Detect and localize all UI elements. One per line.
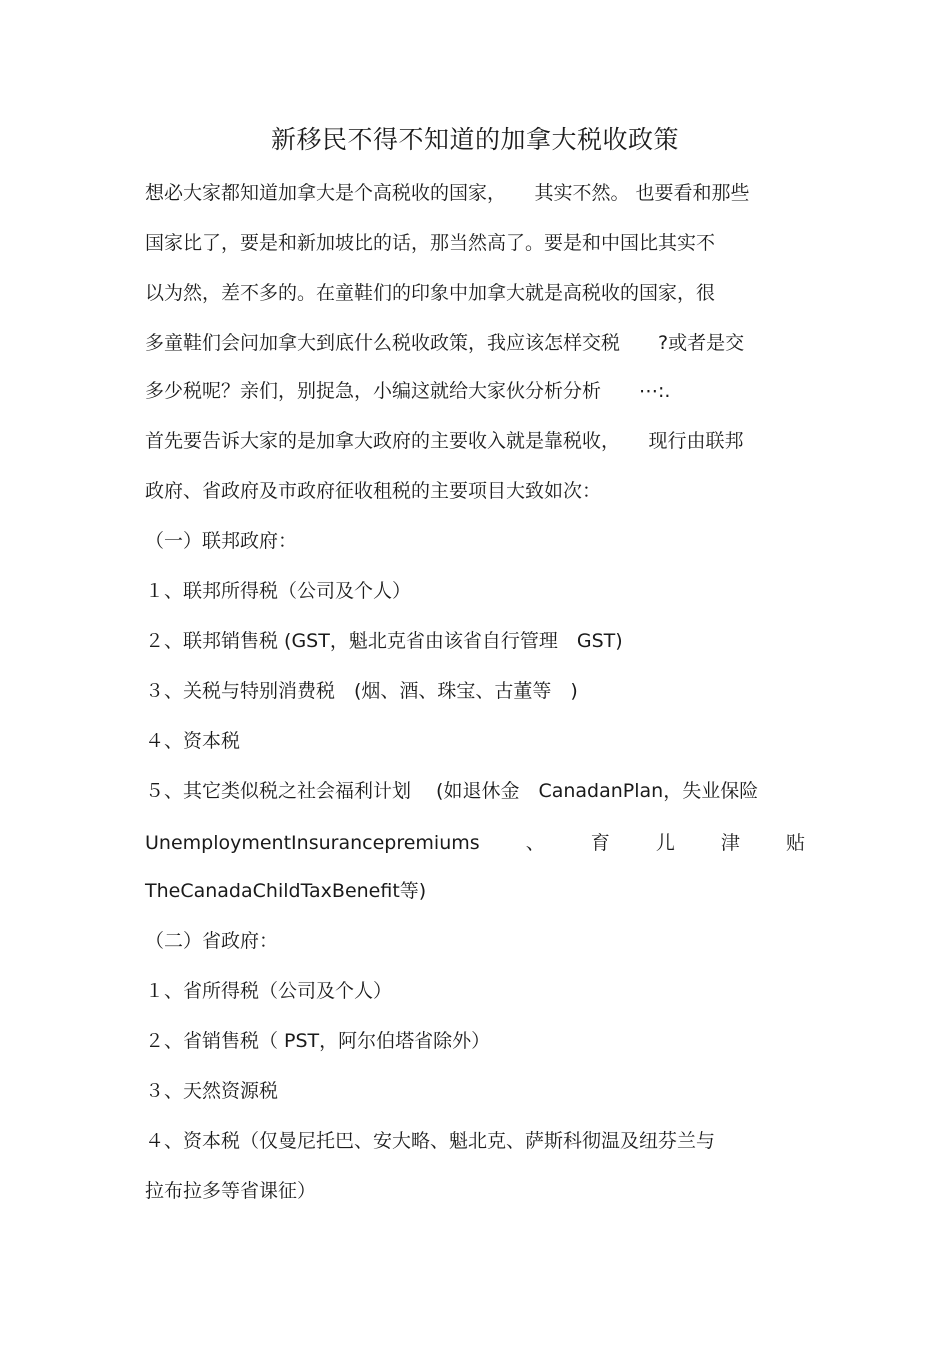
list-item: ２、联邦销售税 (GST，魁北克省由该省自行管理 GST) bbox=[145, 630, 623, 652]
paragraph-line: 政府、省政府及市政府征收租税的主要项目大致如次： bbox=[145, 480, 602, 502]
list-item: ３、关税与特别消费税 (烟、酒、珠宝、古董等 ) bbox=[145, 680, 578, 702]
paragraph-line: TheCanadaChildTaxBenefit等) bbox=[145, 880, 427, 902]
list-item: ４、资本税（仅曼尼托巴、安大略、魁北克、萨斯科彻温及纽芬兰与 bbox=[145, 1130, 716, 1152]
section-heading: （二）省政府： bbox=[145, 930, 279, 952]
list-item: １、联邦所得税（公司及个人） bbox=[145, 580, 412, 602]
paragraph-line: 首先要告诉大家的是加拿大政府的主要收入就是靠税收， 现行由联邦 bbox=[145, 430, 744, 452]
list-item: ５、其它类似税之社会福利计划 (如退休金 CanadanPlan，失业保险 bbox=[145, 780, 759, 802]
line-segment: 、 bbox=[525, 832, 545, 854]
paragraph-line: 想必大家都知道加拿大是个高税收的国家， 其实不然。 也要看和那些 bbox=[145, 182, 750, 204]
line-segment: 津 bbox=[720, 832, 740, 854]
line-segment: 贴 bbox=[785, 832, 805, 854]
list-item: ３、天然资源税 bbox=[145, 1080, 279, 1102]
list-item: ４、资本税 bbox=[145, 730, 241, 752]
line-segment: 儿 bbox=[655, 832, 675, 854]
list-item: ２、省销售税（ PST，阿尔伯塔省除外） bbox=[145, 1030, 491, 1052]
paragraph-line: 国家比了，要是和新加坡比的话，那当然高了。要是和中国比其实不 bbox=[145, 232, 716, 254]
paragraph-line: 拉布拉多等省课征） bbox=[145, 1180, 317, 1202]
justified-line bbox=[145, 827, 805, 859]
paragraph-line: 以为然，差不多的。在童鞋们的印象中加拿大就是高税收的国家，很 bbox=[145, 282, 716, 304]
document-title: 新移民不得不知道的加拿大税收政策 bbox=[270, 125, 679, 154]
paragraph-line: 多少税呢？亲们，别捉急，小编这就给大家伙分析分析 ⋯:. bbox=[145, 380, 671, 402]
line-segment: 育 bbox=[590, 832, 610, 854]
paragraph-line: 多童鞋们会问加拿大到底什么税收政策，我应该怎样交税 ?或者是交 bbox=[145, 332, 745, 354]
list-item: １、省所得税（公司及个人） bbox=[145, 980, 393, 1002]
section-heading: （一）联邦政府： bbox=[145, 530, 298, 552]
line-segment: UnemploymentInsurancepremiums bbox=[145, 832, 480, 854]
